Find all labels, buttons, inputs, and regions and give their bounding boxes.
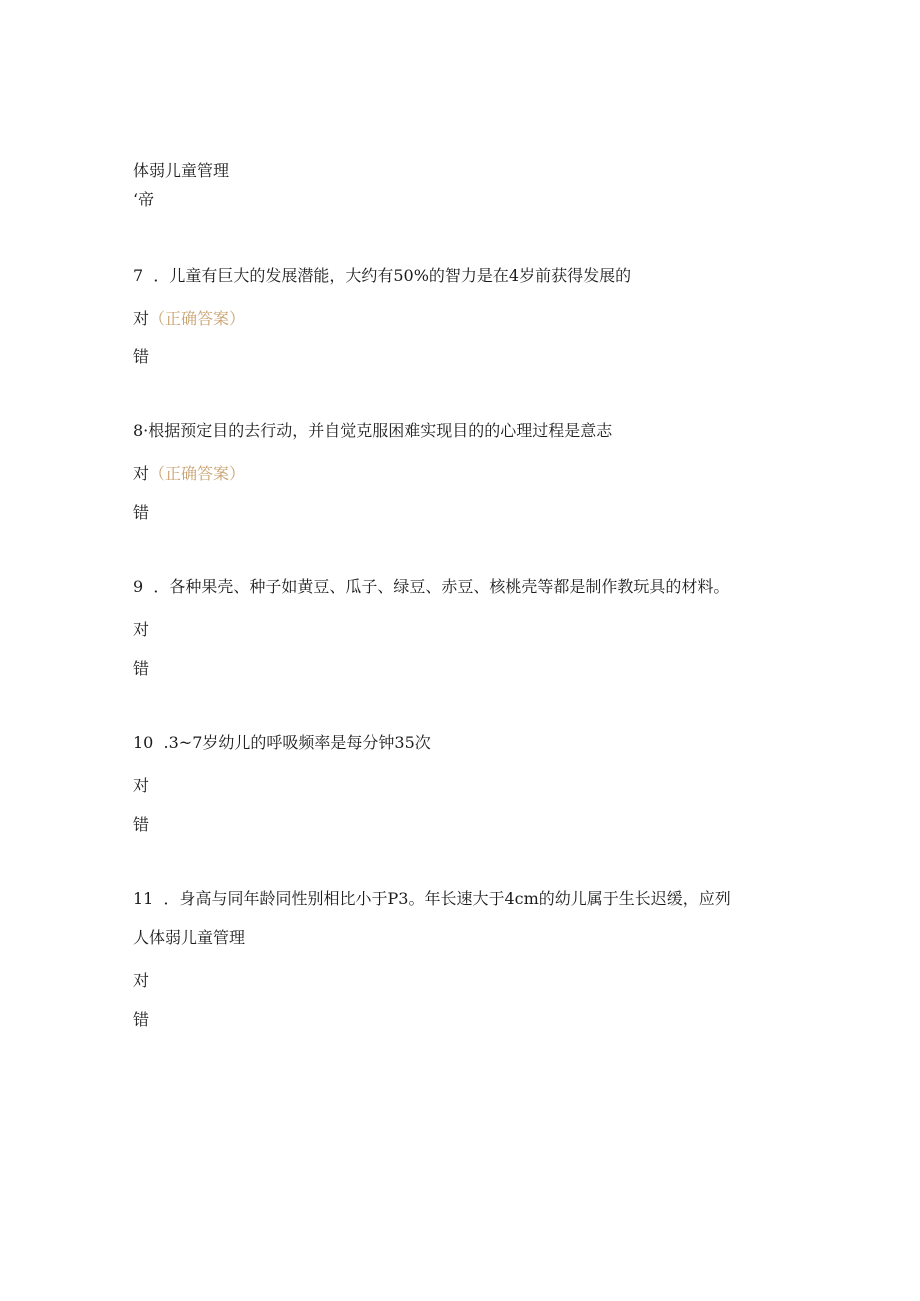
option-label: 对 xyxy=(133,309,150,328)
option-true[interactable] xyxy=(133,309,245,329)
option-label: 错 xyxy=(133,815,150,834)
option-false[interactable] xyxy=(133,1010,149,1030)
option-true[interactable] xyxy=(133,971,149,991)
question-10 xyxy=(133,733,431,753)
question-9 xyxy=(133,577,729,597)
correct-answer-mark: （正确答案） xyxy=(149,464,246,483)
question-11 xyxy=(133,889,731,909)
question-11-continuation: 人体弱儿童管理 xyxy=(133,928,246,947)
option-label: 对 xyxy=(133,971,150,990)
question-text: ．身高与同年龄同性别相比小于P3。年长速大于4cm的幼儿属于生长迟缓，应列 xyxy=(163,889,731,908)
correct-answer-mark: （正确答案） xyxy=(149,309,246,328)
option-true[interactable] xyxy=(133,620,149,640)
question-number: 11 xyxy=(133,889,154,908)
option-label: 对 xyxy=(133,776,150,795)
question-text: ．各种果壳、种子如黄豆、瓜子、绿豆、赤豆、核桃壳等都是制作教玩具的材料。 xyxy=(153,577,730,596)
question-text: .3~7岁幼儿的呼吸频率是每分钟35次 xyxy=(163,733,431,752)
option-label: 错 xyxy=(133,659,150,678)
option-label: 错 xyxy=(133,1010,150,1029)
option-label: 对 xyxy=(133,464,150,483)
question-number: 10 xyxy=(133,733,154,752)
option-true[interactable] xyxy=(133,776,149,796)
option-true[interactable] xyxy=(133,464,245,484)
question-7 xyxy=(133,266,631,286)
intro-line-2: ‘帝 xyxy=(133,190,155,209)
question-number: 8· xyxy=(133,421,149,440)
option-label: 错 xyxy=(133,503,150,522)
question-number: 7 xyxy=(133,266,144,285)
question-8 xyxy=(133,421,612,441)
option-label: 对 xyxy=(133,620,150,639)
option-false[interactable] xyxy=(133,815,149,835)
option-false[interactable] xyxy=(133,659,149,679)
option-false[interactable] xyxy=(133,503,149,523)
option-false[interactable] xyxy=(133,347,149,367)
option-label: 错 xyxy=(133,347,150,366)
intro-line-1: 体弱儿童管理 xyxy=(133,161,230,180)
question-text: 根据预定目的去行动，并自觉克服困难实现目的的心理过程是意志 xyxy=(148,421,613,440)
question-text: ．儿童有巨大的发展潜能，大约有50%的智力是在4岁前获得发展的 xyxy=(153,266,632,285)
question-number: 9 xyxy=(133,577,144,596)
